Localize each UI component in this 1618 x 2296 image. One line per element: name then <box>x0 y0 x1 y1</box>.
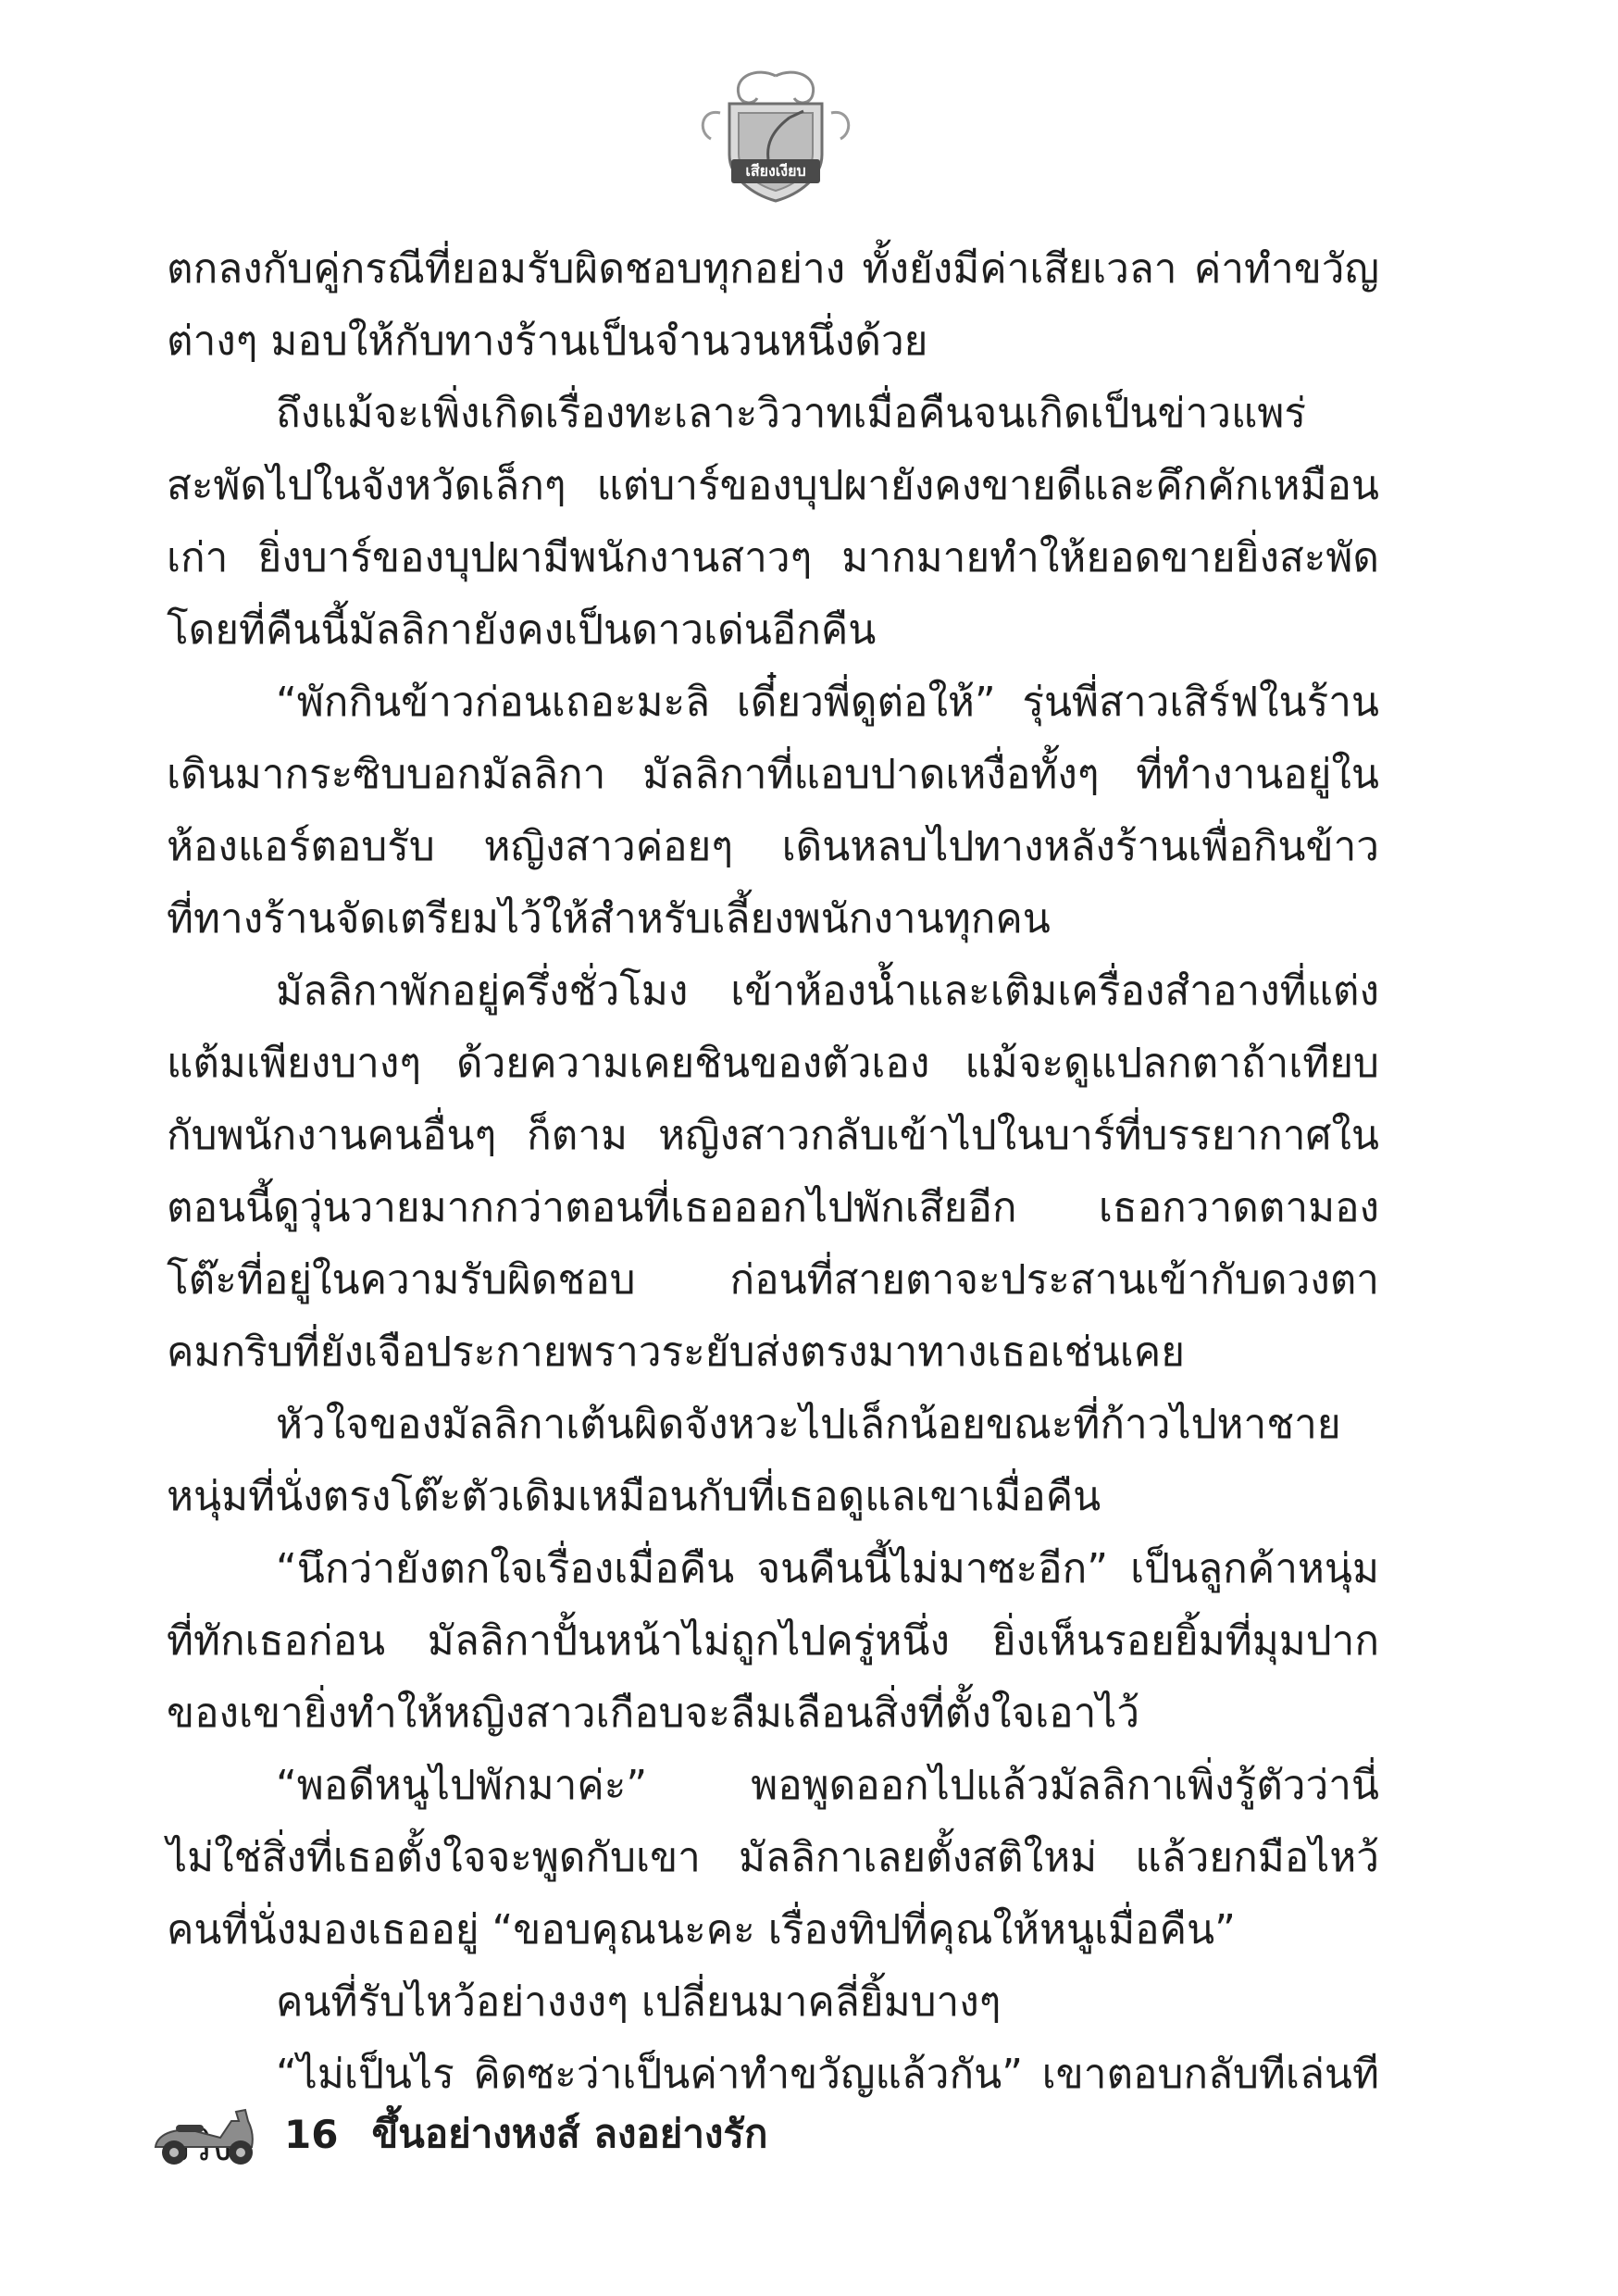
paragraph: ถึงแม้จะเพิ่งเกิดเรื่องทะเลาะวิวาทเมื่อคืนจนเกิดเป็นข่าวแพร่สะพัดไปในจังหวัดเล็กๆ แต่บาร์ของบุปผายังคงขายดีและคึกคักเหมือนเก่า ยิ่งบาร์ของบุปผามีพนักงานสาวๆ มากมายทำให้ยอดขายยิ่งสะพัด โดยที่คืนนี้มัลลิกายังคงเป็นดาวเด่นอีกคืน <box>167 390 1379 654</box>
body-text <box>167 233 1379 2183</box>
paragraph: ตกลงกับคู่กรณีที่ยอมรับผิดชอบทุกอย่าง ทั้งยังมีค่าเสียเวลา ค่าทำขวัญต่างๆ มอบให้กับทางร้านเป็นจำนวนหนึ่งด้วย <box>167 245 1379 365</box>
scooter-icon <box>148 2101 264 2167</box>
paragraph: “ไม่เป็นไร คิดซะว่าเป็นค่าทำขวัญแล้วกัน” เขาตอบกลับทีเล่นที <box>276 2051 1379 2098</box>
page-footer <box>148 2097 767 2171</box>
paragraph: มัลลิกาพักอยู่ครึ่งชั่วโมง เข้าห้องน้ำและเติมเครื่องสำอางที่แต่งแต้มเพียงบางๆ ด้วยความเคยชินของตัวเอง แม้จะดูแปลกตาถ้าเทียบกับพนักงานคนอื่นๆ ก็ตาม หญิงสาวกลับเข้าไปในบาร์ที่บรรยากาศในตอนนี้ดูวุ่นวายมากกว่าตอนที่เธอออกไปพักเสียอีก เธอกวาดตามองโต๊ะที่อยู่ในความรับผิดชอบ ก่อนที่สายตาจะประสานเข้ากับดวงตาคมกริบที่ยังเจือประกายพราวระยับส่งตรงมาทางเธอเช่นเคย <box>167 967 1379 1376</box>
paragraph: คนที่รับไหว้อย่างงงๆ เปลี่ยนมาคลี่ยิ้มบางๆ <box>276 1978 1002 2026</box>
paragraph: “นึกว่ายังตกใจเรื่องเมื่อคืน จนคืนนี้ไม่มาซะอีก” เป็นลูกค้าหนุ่มที่ทักเธอก่อน มัลลิกาปั้นหน้าไม่ถูกไปครู่หนึ่ง ยิ่งเห็นรอยยิ้มที่มุมปากของเขายิ่งทำให้หญิงสาวเกือบจะลืมเลือนสิ่งที่ตั้งใจเอาไว้ <box>167 1545 1379 1737</box>
logo-text: เสียงเงียบ <box>745 162 806 180</box>
ornamental-crest-icon <box>683 67 868 206</box>
paragraph: หัวใจของมัลลิกาเต้นผิดจังหวะไปเล็กน้อยขณะที่ก้าวไปหาชายหนุ่มที่นั่งตรงโต๊ะตัวเดิมเหมือนกับที่เธอดูแลเขาเมื่อคืน <box>167 1401 1341 1520</box>
page-number: 16 <box>284 2111 339 2157</box>
paragraph: “พักกินข้าวก่อนเถอะมะลิ เดี๋ยวพี่ดูต่อให้” รุ่นพี่สาวเสิร์ฟในร้านเดินมากระซิบบอกมัลลิกา มัลลิกาที่แอบปาดเหงื่อทั้งๆ ที่ทำงานอยู่ในห้องแอร์ตอบรับ หญิงสาวค่อยๆ เดินหลบไปทางหลังร้านเพื่อกินข้าวที่ทางร้านจัดเตรียมไว้ให้สำหรับเลี้ยงพนักงานทุกคน <box>167 679 1379 942</box>
paragraph: “พอดีหนูไปพักมาค่ะ” พอพูดออกไปแล้วมัลลิกาเพิ่งรู้ตัวว่านี่ไม่ใช่สิ่งที่เธอตั้งใจจะพูดกับเขา มัลลิกาเลยตั้งสติใหม่ แล้วยกมือไหว้คนที่นั่งมองเธออยู่ “ขอบคุณนะคะ เรื่องทิปที่คุณให้หนูเมื่อคืน” <box>167 1762 1379 1953</box>
book-title: ขึ้นอย่างหงส์ ลงอย่างรัก <box>371 2111 768 2156</box>
